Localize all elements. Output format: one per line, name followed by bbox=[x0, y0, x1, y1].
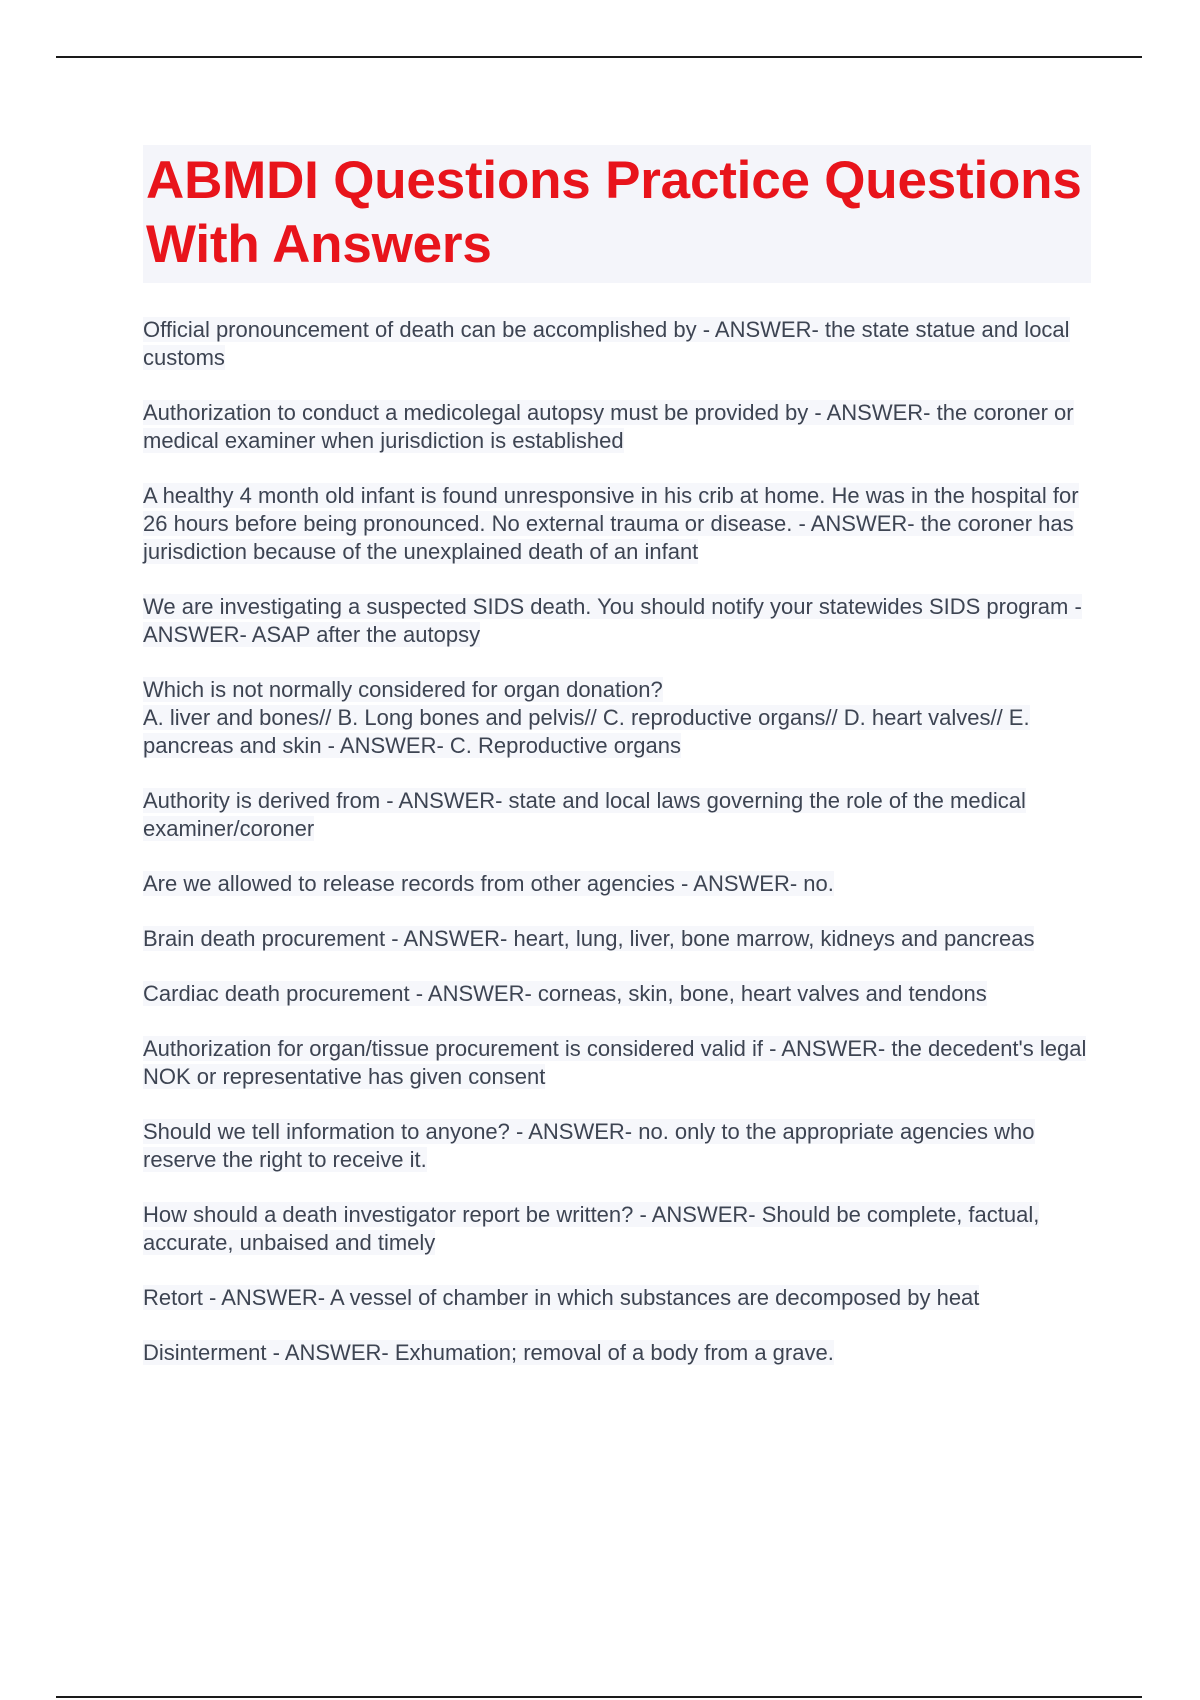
qa-item-11: Should we tell information to anyone? - ANSWER- no. only to the appropriate agencies who reserve the right to receive it. bbox=[143, 1119, 1035, 1172]
qa-item-12: How should a death investigator report be written? - ANSWER- Should be complete, factual, accurate, unbaised and timely bbox=[143, 1202, 1040, 1255]
document-body bbox=[143, 145, 1091, 1394]
qa-item-3: A healthy 4 month old infant is found unresponsive in his crib at home. He was in the hospital for 26 hours before being pronounced. No external trauma or disease. - ANSWER- the coroner has jurisdiction because of the unexplained death of an infant bbox=[143, 483, 1079, 564]
qa-item-10: Authorization for organ/tissue procurement is considered valid if - ANSWER- the decedent's legal NOK or representative has given consent bbox=[143, 1036, 1087, 1089]
qa-item-4: We are investigating a suspected SIDS death. You should notify your statewides SIDS program - ANSWER- ASAP after the autopsy bbox=[143, 594, 1082, 647]
page-title: ABMDI Questions Practice Questions With Answers bbox=[146, 151, 1082, 274]
qa-item-14: Disinterment - ANSWER- Exhumation; removal of a body from a grave. bbox=[143, 1340, 834, 1365]
qa-item-2: Authorization to conduct a medicolegal autopsy must be provided by - ANSWER- the coroner or medical examiner when jurisdiction is established bbox=[143, 400, 1074, 453]
qa-item-6: Authority is derived from - ANSWER- state and local laws governing the role of the medical examiner/coroner bbox=[143, 788, 1026, 841]
qa-item-5 bbox=[143, 676, 1091, 760]
qa-item-7: Are we allowed to release records from other agencies - ANSWER- no. bbox=[143, 871, 834, 896]
title-block bbox=[143, 145, 1091, 283]
qa-item-8: Brain death procurement - ANSWER- heart, lung, liver, bone marrow, kidneys and pancreas bbox=[143, 926, 1035, 951]
qa-item-13: Retort - ANSWER- A vessel of chamber in which substances are decomposed by heat bbox=[143, 1285, 980, 1310]
qa-item-1: Official pronouncement of death can be accomplished by - ANSWER- the state statue and local customs bbox=[143, 317, 1070, 370]
qa-options-line: A. liver and bones// B. Long bones and pelvis// C. reproductive organs// D. heart valves// E. pancreas and skin - ANSWER- C. Reproductive organs bbox=[143, 705, 1030, 758]
qa-item-9: Cardiac death procurement - ANSWER- corneas, skin, bone, heart valves and tendons bbox=[143, 981, 987, 1006]
bottom-rule bbox=[56, 1696, 1142, 1698]
top-rule bbox=[56, 56, 1142, 58]
qa-question-line: Which is not normally considered for organ donation? bbox=[143, 677, 663, 702]
qa-list bbox=[143, 316, 1091, 1367]
